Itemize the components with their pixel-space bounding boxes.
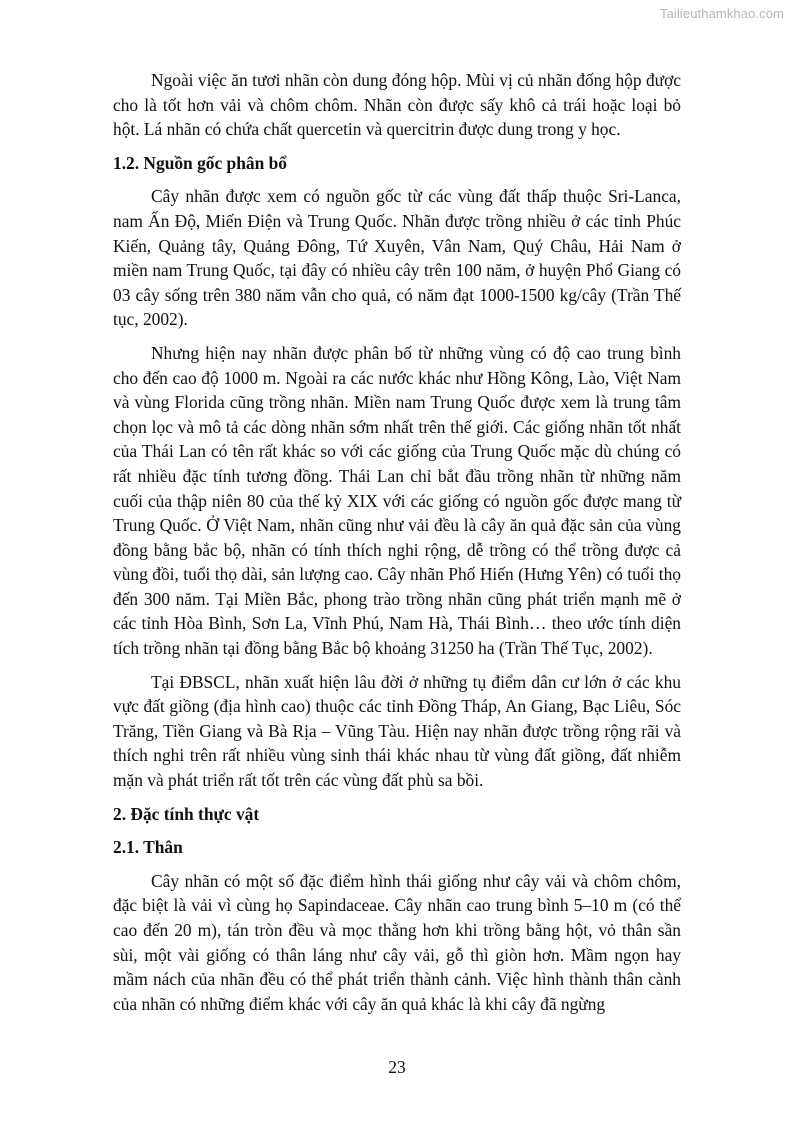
- paragraph-stem: Cây nhãn có một số đặc điểm hình thái giống như cây vải và chôm chôm, đặc biệt là vải vì cùng họ Sapindaceae. Cây nhãn cao trung bình 5–10 m (có thể cao đến 20 m), tán tròn đều và mọc thẳng hơn khi trồng bằng hột, vỏ thân sần sùi, một vài giống có thân láng như cây vải, gỗ thì giòn hơn. Mầm ngọn hay mầm nách của nhãn đều có thể phát triển thành cảnh. Việc hình thành thân cành của nhãn có những điểm khác với cây ăn quả khác là khi cây đã ngừng: [113, 870, 681, 1014]
- heading-botanical-characteristics: 2. Đặc tính thực vật: [113, 803, 260, 824]
- paragraph-uses: Ngoài việc ăn tươi nhãn còn dung đóng hộp. Mùi vị củ nhãn đống hộp được cho là tốt hơn vải và chôm chôm. Nhãn còn được sấy khô cả trái hoặc loại bỏ hột. Lá nhãn có chứa chất quercetin và quercitrin được dung trong y học.: [113, 70, 681, 140]
- paragraph-mekong-delta: Tại ĐBSCL, nhãn xuất hiện lâu đời ở những tụ điểm dân cư lớn ở các khu vực đất giồng (địa hình cao) thuộc các tỉnh Đồng Tháp, An Giang, Bạc Liêu, Sóc Trăng, Tiền Giang và Bà Rịa – Vũng Tàu. Hiện nay nhãn được trồng rộng rãi và thích nghi trên rất nhiều vùng sinh thái khác nhau từ vùng đất giồng, đất nhiễm mặn và phát triển rất tốt trên các vùng đất phù sa bồi.: [113, 671, 681, 791]
- paragraph-distribution: Nhưng hiện nay nhãn được phân bố từ những vùng có độ cao trung bình cho đến cao độ 1000 m. Ngoài ra các nước khác như Hồng Kông, Lào, Việt Nam và vùng Florida cũng trồng nhãn. Miền nam Trung Quốc được xem là trung tâm chọn lọc và mô tả các dòng nhãn sớm nhất trên thế giới. Các giống nhãn tốt nhất của Thái Lan có tên rất khác so với các giống của Trung Quốc mặc dù chúng có rất nhiều đặc tính tương đồng. Thái Lan chỉ bắt đầu trồng nhãn từ những năm cuối của thập niên 80 của thế kỷ XIX với các giống có nguồn gốc được mang từ Trung Quốc. Ở Việt Nam, nhãn cũng như vải đều là cây ăn quả đặc sản của vùng đồng bằng bắc bộ, nhãn có tính thích nghi rộng, dễ trồng có thể trồng được cả vùng đồi, tuổi thọ dài, sản lượng cao. Cây nhãn Phố Hiến (Hưng Yên) có tuổi thọ đến 300 năm. Tại Miền Bắc, phong trào trồng nhãn cũng phát triển mạnh mẽ ở các tỉnh Hòa Bình, Sơn La, Vĩnh Phú, Nam Hà, Thái Bình… theo ước tính diện tích trồng nhãn tại đồng bằng Bắc bộ khoảng 31250 ha (Trần Thế Tục, 2002).: [113, 342, 681, 659]
- paragraph-origin: Cây nhãn được xem có nguồn gốc từ các vùng đất thấp thuộc Sri-Lanca, nam Ấn Độ, Miến Điện và Trung Quốc. Nhãn được trồng nhiều ở các tỉnh Phúc Kiến, Quảng tây, Quảng Đông, Tứ Xuyên, Vân Nam, Quý Châu, Hải Nam ở miền nam Trung Quốc, tại đây có nhiều cây trên 100 năm, ở huyện Phổ Giang có 03 cây sống trên 380 năm vẫn cho quả, có năm đạt 1000-1500 kg/cây (Trần Thế tục, 2002).: [113, 186, 681, 330]
- document-page: [113, 68, 681, 1025]
- heading-stem: 2.1. Thân: [113, 837, 183, 858]
- heading-origin-distribution: 1.2. Nguồn gốc phân bổ: [113, 152, 287, 173]
- page-number: 23: [388, 1057, 406, 1077]
- watermark: Tailieuthamkhao.com: [659, 6, 784, 21]
